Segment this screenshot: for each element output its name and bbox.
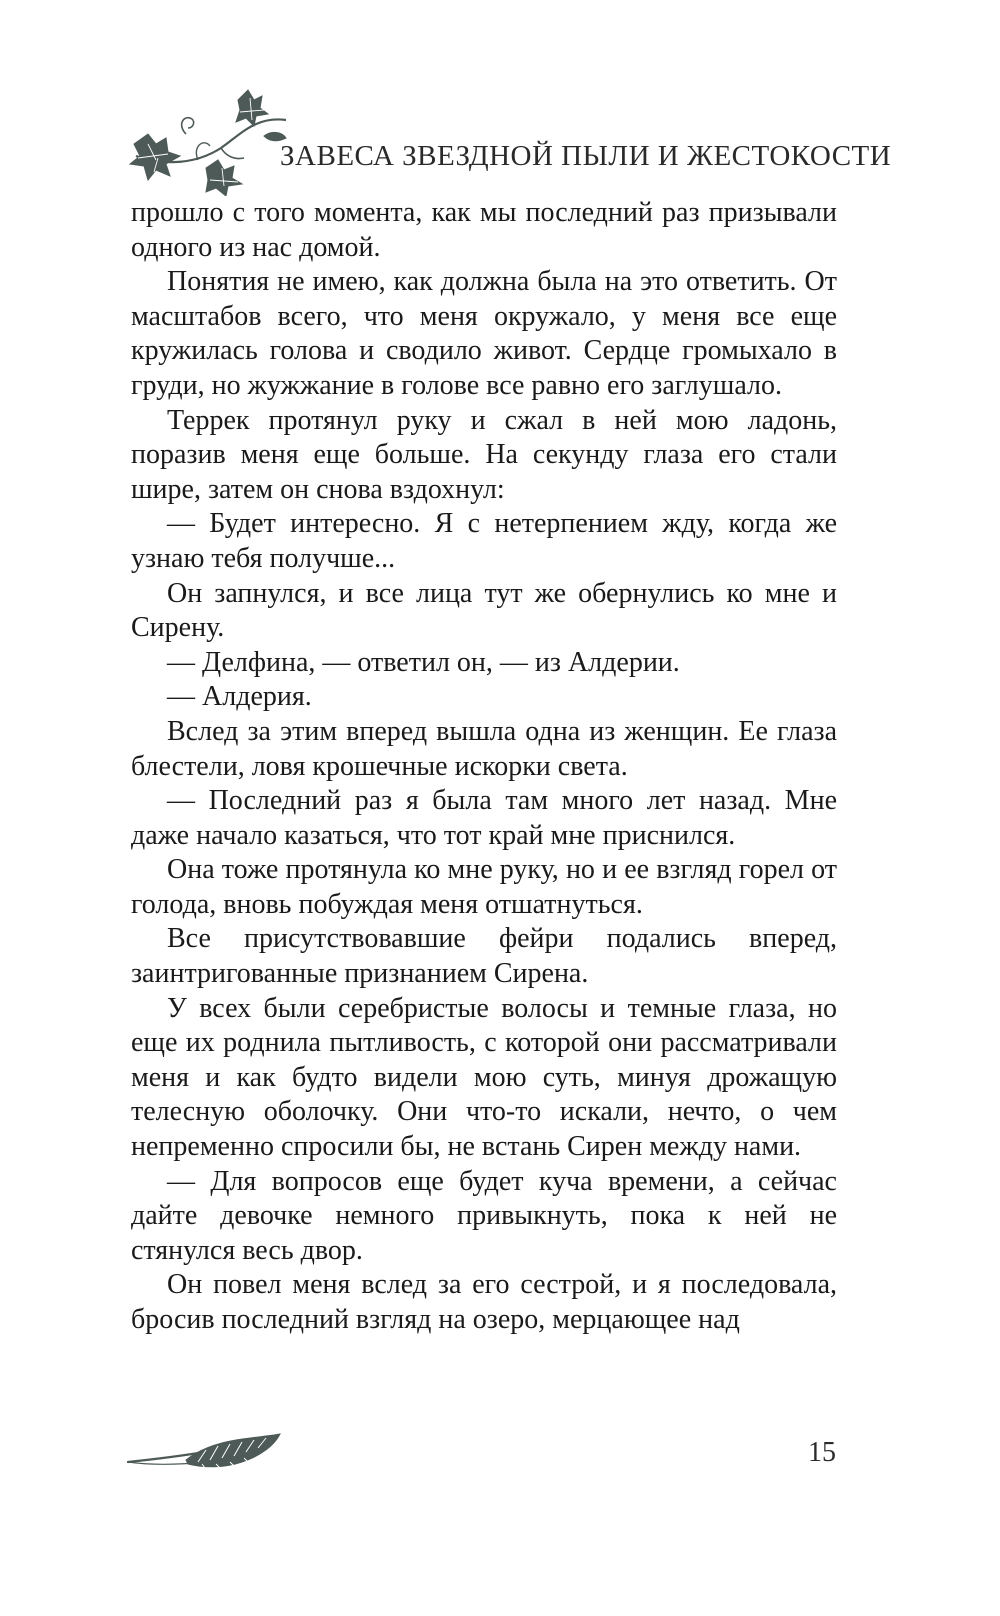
paragraph: — Для вопросов еще будет куча времени, а сейчас дайте девочке немного привыкнуть, пока к ней не стянулся весь двор. [131,1165,837,1266]
ivy-vine-icon [126,86,296,196]
paragraph: Понятия не имею, как должна была на это ответить. От масштабов всего, что меня окружало, у меня все еще кружилась голова и сводило живот. Сердце громыхало в груди, но жужжание в голове все равно его заглушало. [131,266,837,401]
paragraph: — Делфина, — ответил он, — из Алдерии. [167,646,680,678]
paragraph: Он запнулся, и все лица тут же обернулись ко мне и Сирену. [131,577,837,644]
feather-icon [126,1432,286,1478]
paragraph: Все присутствовавшие фейри подались вперед, заинтригованные признанием Сирена. [131,923,837,990]
paragraph: — Будет интересно. Я с нетерпением жду, когда же узнаю тебя получше... [131,508,837,574]
paragraph: Она тоже протянула ко мне руку, но и ее взгляд горел от голода, вновь побуждая меня отшатнуться. [131,854,837,920]
paragraph: Вслед за этим вперед вышла одна из женщин. Ее глаза блестели, ловя крошечные искорки света. [131,715,837,782]
paragraph: Террек протянул руку и сжал в ней мою ладонь, поразив меня еще больше. На секунду глаза его стали шире, затем он снова вздохнул: [131,404,837,505]
paragraph: У всех были серебристые волосы и темные глаза, но еще их роднила пытливость, с которой они рассматривали меня и как будто видели мою суть, минуя дрожащую телесную оболочку. Они что-то искали, нечто, о чем непременно спросили бы, не встань Сирен между нами. [131,992,837,1163]
page-number: 15 [808,1437,836,1468]
running-title: ЗАВЕСА ЗВЕЗДНОЙ ПЫЛИ И ЖЕСТОКОСТИ [280,140,892,172]
paragraph: прошло с того момента, как мы последний раз призывали одного из нас домой. [131,197,837,263]
paragraph: Он повел меня вслед за его сестрой, и я последовала, бросив последний взгляд на озеро, мерцающее над [131,1269,837,1335]
paragraph: — Алдерия. [167,681,312,713]
paragraph: — Последний раз я была там много лет назад. Мне даже начало казаться, что тот край мне приснился. [131,785,837,851]
body-text [131,196,837,1338]
